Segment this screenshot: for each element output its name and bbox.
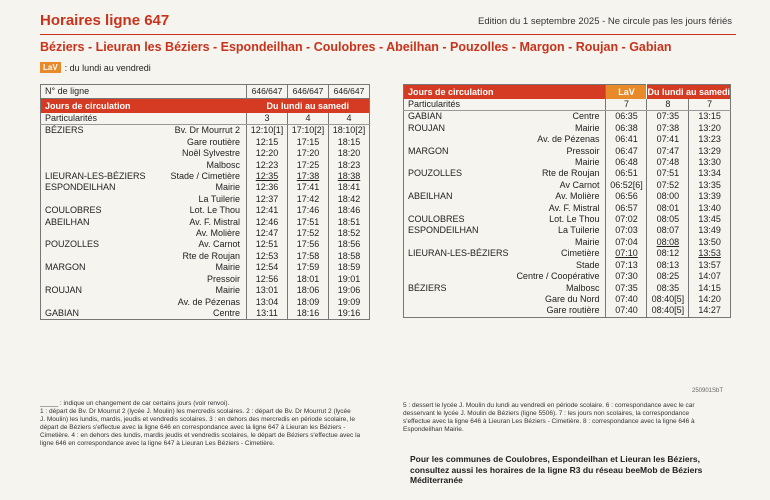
days-row [41,99,370,114]
departure-time: 06:35 [606,111,647,123]
table-row [404,271,731,282]
footnote-line: 1 : départ de Bv. Dr Mourrut 2 (lycée J. Moulin) les mercredis scolaires. 2 : départ de Bv. Dr Mourrut 2 (lycée [40,408,351,416]
legend-text: : du lundi au vendredi [64,62,151,73]
stop-name: Malbosc [565,282,600,293]
stop-name: Cimetière [560,248,600,259]
departure-time: 17:38 [288,171,329,182]
commune-name: POUZOLLES [45,239,100,250]
line-number: 646/647 [329,85,370,99]
departure-time: 18:51 [329,217,370,228]
departure-time: 07:30 [606,271,647,282]
departure-time: 18:38 [329,171,370,182]
stop-name: Av. F. Mistral [189,216,240,227]
departure-time: 12:35 [247,171,288,182]
table-row [41,194,370,205]
table-row [404,168,731,179]
commune-name: COULOBRES [408,214,465,225]
departure-time: 13:50 [689,237,731,248]
stop-name: Pressoir [566,145,600,156]
table-row [41,262,370,273]
departure-time: 18:10[2] [329,125,370,137]
departure-time: 08:07 [647,225,689,236]
departure-time: 12:56 [247,274,288,285]
stop-name: Centre [572,111,600,122]
stop-name: Av. Molière [555,191,600,202]
lav-badge: LaV [40,62,61,73]
stop-name: La Tuilerie [198,193,240,204]
line-number-row [41,85,370,99]
table-row [41,308,370,320]
departure-time: 13:49 [689,225,731,236]
table-row [41,171,370,182]
commune-name: ROUJAN [408,122,446,133]
footnote-line: Espondeilhan Mairie. [403,426,464,434]
stop-name: Stade [575,259,600,270]
footnote-line: s'effectue avec la ligne 646 à Lieuran Les Béziers - Cimetière. 8 : correspondance avec la ligne 646 à [403,418,695,426]
departure-time: 08:25 [647,271,689,282]
departure-time: 06:47 [606,146,647,157]
commune-name: POUZOLLES [408,168,463,179]
departure-time: 12:23 [247,160,288,171]
departure-time: 17:52 [288,228,329,239]
commune-name: ROUJAN [45,285,83,296]
table-row [404,191,731,202]
stop-name: Gare routière [546,305,600,316]
particularites-row [404,99,731,111]
departure-time: 17:10[2] [288,125,329,137]
edition-note: Edition du 1 septembre 2025 - Ne circule pas les jours fériés [478,16,732,27]
commune-name: BÉZIERS [408,282,447,293]
commune-name: MARGON [408,145,449,156]
commune-name [404,305,513,317]
particularite: 8 [647,99,689,111]
departure-time: 13:34 [689,168,731,179]
table-row [404,260,731,271]
table-row [404,111,731,123]
table-row [404,134,731,145]
departure-time: 06:48 [606,157,647,168]
table-row [404,248,731,259]
particularite: 7 [606,99,647,111]
days-row [404,85,731,100]
table-row [404,146,731,157]
footnotes-right [403,402,731,434]
departure-time: 08:35 [647,283,689,294]
stop-name: Rte de Roujan [182,250,240,261]
departure-time: 18:59 [329,262,370,273]
departure-time: 18:06 [288,285,329,296]
stop-name: Mairie [574,157,600,168]
departure-time: 13:39 [689,191,731,202]
line-number: 646/647 [288,85,329,99]
departure-time: 12:46 [247,217,288,228]
route-stops: Béziers - Lieuran les Béziers - Espondeilhan - Coulobres - Abeilhan - Pouzolles - Margon - Roujan - Gabian [40,40,672,54]
departure-time: 12:47 [247,228,288,239]
departure-time: 12:20 [247,148,288,159]
departure-time: 08:08 [647,237,689,248]
departure-time: 06:51 [606,168,647,179]
footnote-line: ligne 646 en correspondance avec la ligne 647 à Lieuran Les Béziers - Cimetière. [40,440,275,448]
commune-name [41,137,160,148]
particularites-label: Particularités [404,99,606,111]
footnote-line: desservant le lycée J. Moulin de Béziers (ligne 5506). 7 : les jours non scolaires, la correspondance [403,410,690,418]
stop-name: Rte de Roujan [541,168,600,179]
departure-time: 18:58 [329,251,370,262]
commune-name [404,134,513,145]
departure-time: 17:20 [288,148,329,159]
departure-time: 18:20 [329,148,370,159]
table-row [404,203,731,214]
departure-time: 19:01 [329,274,370,285]
stop-name: Stade / Cimetière [170,171,240,182]
departure-time: 06:52[6] [606,180,647,191]
days-label: Jours de circulation [41,99,247,114]
stop-name: Mairie [215,285,240,296]
commune-name [404,260,513,271]
departure-time: 18:46 [329,205,370,216]
stop-name: Lot. Le Thou [189,205,240,216]
footnote-line: 5 : dessert le lycée J. Moulin du lundi au vendredi en période scolaire. 6 : correspondance avec le car [403,402,695,409]
table-row [41,228,370,239]
departure-time: 14:27 [689,305,731,317]
departure-time: 13:23 [689,134,731,145]
table-row [41,251,370,262]
table-row [404,305,731,317]
departure-time: 19:06 [329,285,370,296]
departure-time: 08:12 [647,248,689,259]
footnote-line: Cimetière. 4 : en dehors des lundis, mardis jeudis et vendredis scolaires, le départ de Béziers s'effectue avec la [40,432,361,440]
departure-time: 07:38 [647,123,689,134]
departure-time: 13:29 [689,146,731,157]
commune-name [41,228,160,239]
title-divider [40,34,736,35]
table-row [41,182,370,193]
commune-name [41,160,160,171]
commune-name [404,271,513,282]
departure-time: 07:10 [606,248,647,259]
departure-time: 13:53 [689,248,731,259]
departure-time: 12:53 [247,251,288,262]
departure-time: 17:46 [288,205,329,216]
particularite: 7 [689,99,731,111]
stop-name: Gare du Nord [544,293,600,304]
table-row [41,274,370,285]
stop-name: Av Carnot [559,179,600,190]
particularites-label: Particularités [41,113,247,125]
table-row [41,148,370,159]
departure-time: 18:23 [329,160,370,171]
stop-name: Av. de Pézenas [537,134,600,145]
departure-time: 07:40 [606,294,647,305]
table-row [41,285,370,296]
departure-time: 07:03 [606,225,647,236]
departure-time: 07:35 [606,283,647,294]
departure-time: 07:51 [647,168,689,179]
page-title: Horaires ligne 647 [40,12,170,29]
table-row [41,137,370,148]
departure-time: 13:57 [689,260,731,271]
promo-text: Pour les communes de Coulobres, Espondeilhan et Lieuran les Béziers, consultez aussi les horaires de la ligne R3 du réseau beeMob de Béziers Méditerranée [410,454,703,485]
legend [40,62,151,73]
departure-time: 17:42 [288,194,329,205]
commune-name [404,237,513,248]
departure-time: 08:01 [647,203,689,214]
departure-time: 17:51 [288,217,329,228]
stop-name: La Tuilerie [557,225,600,236]
departure-time: 07:41 [647,134,689,145]
stop-name: Noël Sylvestre [181,148,240,159]
commune-name: MARGON [45,262,86,273]
days-label: Jours de circulation [404,85,606,100]
commune-name: ABEILHAN [408,191,453,202]
departure-time: 13:20 [689,123,731,134]
days-lav: LaV [606,85,647,100]
commune-name [41,297,160,308]
days-value: Du lundi au samedi [247,99,370,114]
stop-name: Gare routière [186,136,240,147]
stop-name: Centre / Coopérative [516,271,600,282]
table-row [41,297,370,308]
table-row [404,237,731,248]
departure-time: 06:56 [606,191,647,202]
departure-time: 07:52 [647,180,689,191]
commune-name: COULOBRES [45,205,102,216]
commune-name: ABEILHAN [45,216,90,227]
commune-name [404,180,513,191]
departure-time: 12:41 [247,205,288,216]
commune-name [404,294,513,305]
table-row [41,160,370,171]
departure-time: 08:05 [647,214,689,225]
stop-name: Bv. Dr Mourrut 2 [174,125,240,136]
departure-time: 06:41 [606,134,647,145]
commune-name: BÉZIERS [45,125,84,136]
departure-time: 13:01 [247,285,288,296]
departure-time: 12:10[1] [247,125,288,137]
commune-name: LIEURAN-LES-BÉZIERS [45,171,146,182]
table-row [41,125,370,137]
departure-time: 18:52 [329,228,370,239]
departure-time: 13:15 [689,111,731,123]
stop-name: Mairie [574,236,600,247]
table-row [404,225,731,236]
departure-time: 18:16 [288,308,329,320]
table-row [404,214,731,225]
departure-time: 14:20 [689,294,731,305]
stop-name: Mairie [574,122,600,133]
departure-time: 13:35 [689,180,731,191]
departure-time: 06:38 [606,123,647,134]
stop-name: Malbosc [206,159,240,170]
commune-name: ESPONDEILHAN [45,182,116,193]
departure-time: 12:15 [247,137,288,148]
departure-time: 14:07 [689,271,731,282]
stop-name: Av. Molière [195,228,240,239]
table-row [404,294,731,305]
departure-time: 08:13 [647,260,689,271]
departure-time: 12:37 [247,194,288,205]
table-row [404,283,731,294]
table-row [404,180,731,191]
commune-name [404,157,513,168]
departure-time: 17:56 [288,239,329,250]
departure-time: 07:40 [606,305,647,317]
table-row [404,157,731,168]
table-row [404,123,731,134]
timetable-outbound [40,84,370,320]
departure-time: 19:09 [329,297,370,308]
departure-time: 13:11 [247,308,288,320]
departure-time: 07:04 [606,237,647,248]
departure-time: 17:15 [288,137,329,148]
stop-name: Mairie [215,262,240,273]
departure-time: 12:51 [247,239,288,250]
departure-time: 17:59 [288,262,329,273]
departure-time: 07:13 [606,260,647,271]
departure-time: 17:41 [288,182,329,193]
stop-name: Pressoir [206,273,240,284]
footnote-line: _____ : indique un changement de car certains jours (voir renvoi). [40,400,230,407]
particularite: 4 [288,113,329,125]
departure-time: 17:25 [288,160,329,171]
table-row [41,239,370,250]
stop-name: Av. de Pézenas [177,296,240,307]
commune-name [404,203,513,214]
table-row [41,217,370,228]
particularites-row [41,113,370,125]
footnote-line: départ de Béziers s'effectue avec la ligne 646 en correspondance avec la ligne 647 à Lieuran les Béziers - [40,424,346,432]
departure-time: 14:15 [689,283,731,294]
departure-time: 18:42 [329,194,370,205]
stop-name: Lot. Le Thou [549,214,600,225]
footnote-line: J. Moulin) les lundis, mardis, jeudis et vendredis scolaires. 3 : en dehors des mercredis en période scolaire, le [40,416,356,424]
departure-time: 12:54 [247,262,288,273]
days-value: Du lundi au samedi [647,85,731,100]
departure-time: 13:40 [689,203,731,214]
document-code: 250901SbT [692,388,724,394]
departure-time: 08:40[5] [647,305,689,317]
commune-name: ESPONDEILHAN [408,225,479,236]
line-number: 646/647 [247,85,288,99]
commune-name [41,194,160,205]
departure-time: 08:00 [647,191,689,202]
departure-time: 18:09 [288,297,329,308]
departure-time: 07:35 [647,111,689,123]
departure-time: 12:36 [247,182,288,193]
departure-time: 08:40[5] [647,294,689,305]
departure-time: 18:41 [329,182,370,193]
stop-name: Av. F. Mistral [548,202,600,213]
stop-name: Mairie [215,182,240,193]
line-number-label: N° de ligne [41,85,247,99]
timetable-return [403,84,731,318]
departure-time: 18:56 [329,239,370,250]
departure-time: 06:57 [606,203,647,214]
stop-name: Av. Carnot [198,239,240,250]
departure-time: 13:45 [689,214,731,225]
departure-time: 07:47 [647,146,689,157]
footnotes-left [40,400,370,449]
commune-name [41,274,160,285]
departure-time: 13:30 [689,157,731,168]
commune-name [41,148,160,159]
departure-time: 07:48 [647,157,689,168]
particularite: 3 [247,113,288,125]
commune-name: GABIAN [408,111,443,122]
table-row [41,205,370,216]
departure-time: 18:15 [329,137,370,148]
commune-name: LIEURAN-LES-BÉZIERS [408,248,509,259]
departure-time: 17:58 [288,251,329,262]
departure-time: 13:04 [247,297,288,308]
commune-name [41,251,160,262]
departure-time: 19:16 [329,308,370,320]
particularite: 4 [329,113,370,125]
stop-name: Centre [212,307,240,318]
commune-name: GABIAN [45,307,80,318]
departure-time: 18:01 [288,274,329,285]
departure-time: 07:02 [606,214,647,225]
